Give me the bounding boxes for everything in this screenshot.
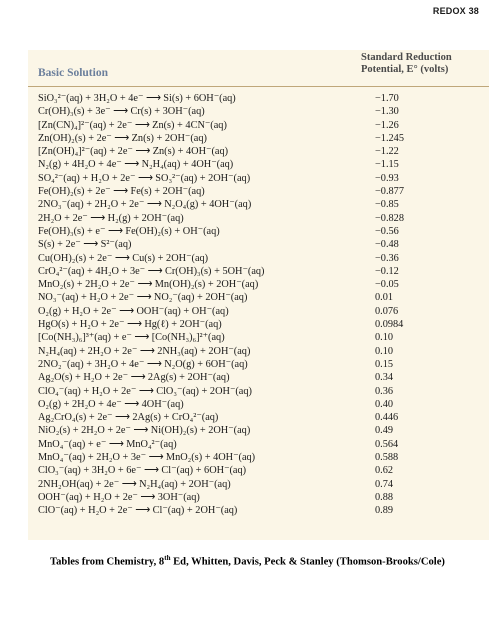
reduction-potential-value: −1.26 [375, 119, 399, 131]
table-row [28, 238, 489, 251]
reduction-potential-value: −0.56 [375, 225, 399, 237]
half-reaction-equation: MnO₂(s) + 2H₂O + 2e⁻ ⟶ Mn(OH)₂(s) + 2OH⁻(aq) [38, 279, 259, 291]
reduction-potential-value: 0.15 [375, 358, 394, 370]
reduction-potential-value: 0.36 [375, 385, 394, 397]
half-reaction-equation: Cu(OH)₂(s) + 2e⁻ ⟶ Cu(s) + 2OH⁻(aq) [38, 252, 209, 264]
table-row [28, 398, 489, 411]
half-reaction-equation: [Co(NH₃)₆]³⁺(aq) + e⁻ ⟶ [Co(NH₃)₆]²⁺(aq) [38, 332, 225, 344]
half-reaction-equation: NO₃⁻(aq) + H₂O + 2e⁻ ⟶ NO₂⁻(aq) + 2OH⁻(aq) [38, 292, 248, 304]
reduction-potential-value: −0.05 [375, 279, 399, 291]
table-row [28, 158, 489, 171]
reduction-potential-value: 0.10 [375, 345, 394, 357]
table-row [28, 132, 489, 145]
table-row [28, 478, 489, 491]
table-row [28, 438, 489, 451]
half-reaction-equation: Ag₂O(s) + H₂O + 2e⁻ ⟶ 2Ag(s) + 2OH⁻(aq) [38, 372, 230, 384]
table-row [28, 385, 489, 398]
half-reaction-equation: Cr(OH)₃(s) + 3e⁻ ⟶ Cr(s) + 3OH⁻(aq) [38, 106, 205, 118]
table-row [28, 504, 489, 517]
half-reaction-equation: Ag₂CrO₄(s) + 2e⁻ ⟶ 2Ag(s) + CrO₄²⁻(aq) [38, 412, 219, 424]
reduction-potential-value: −0.877 [375, 186, 404, 198]
half-reaction-equation: CrO₄²⁻(aq) + 4H₂O + 3e⁻ ⟶ Cr(OH)₃(s) + 5OH⁻(aq) [38, 265, 265, 277]
reduction-potential-value: −0.36 [375, 252, 399, 264]
reduction-potential-value: −0.93 [375, 172, 399, 184]
table-row [28, 345, 489, 358]
half-reaction-equation: [Zn(OH)₄]²⁻(aq) + 2e⁻ ⟶ Zn(s) + 4OH⁻(aq) [38, 146, 229, 158]
reduction-potential-value: 0.34 [375, 372, 394, 384]
table-row [28, 318, 489, 331]
page-header-label: REDOX 38 [432, 6, 479, 16]
half-reaction-equation: ClO₃⁻(aq) + 3H₂O + 6e⁻ ⟶ Cl⁻(aq) + 6OH⁻(aq) [38, 465, 247, 477]
reduction-potential-value: 0.88 [375, 491, 394, 503]
half-reaction-equation: O₂(g) + 2H₂O + 4e⁻ ⟶ 4OH⁻(aq) [38, 398, 184, 410]
reduction-potential-value: −1.70 [375, 93, 399, 104]
reduction-potential-value: −1.245 [375, 132, 404, 144]
reduction-potential-value: −0.48 [375, 239, 399, 251]
table-row [28, 358, 489, 371]
table-row [28, 305, 489, 318]
reduction-potential-value: −1.22 [375, 146, 399, 158]
half-reaction-equation: N₂(g) + 4H₂O + 4e⁻ ⟶ N₂H₄(aq) + 4OH⁻(aq) [38, 159, 234, 171]
half-reaction-equation: S(s) + 2e⁻ ⟶ S²⁻(aq) [38, 239, 132, 251]
table-row [28, 464, 489, 477]
table-row [28, 172, 489, 185]
reduction-potential-value: −0.828 [375, 212, 404, 224]
half-reaction-equation: ClO⁻(aq) + H₂O + 2e⁻ ⟶ Cl⁻(aq) + 2OH⁻(aq) [38, 505, 238, 517]
potential-column-header [361, 52, 481, 76]
half-reaction-equation: O₂(g) + H₂O + 2e⁻ ⟶ OOH⁻(aq) + OH⁻(aq) [38, 305, 229, 317]
caption-text-end: Ed, Whitten, Davis, Peck & Stanley (Thomson-Brooks/Cole) [170, 556, 445, 568]
potential-header-line1: Standard Reduction [361, 52, 452, 63]
reduction-potential-value: 0.10 [375, 332, 394, 344]
table-row [28, 92, 489, 105]
half-reaction-equation: Fe(OH)₃(s) + e⁻ ⟶ Fe(OH)₂(s) + OH⁻(aq) [38, 225, 220, 237]
reduction-potential-value: 0.588 [375, 452, 399, 464]
table-row [28, 278, 489, 291]
reduction-potential-value: 0.076 [375, 305, 399, 317]
half-reaction-equation: HgO(s) + H₂O + 2e⁻ ⟶ Hg(ℓ) + 2OH⁻(aq) [38, 319, 222, 331]
table-row [28, 291, 489, 304]
table-row [28, 424, 489, 437]
table-row [28, 225, 489, 238]
table-row [28, 212, 489, 225]
reduction-potential-value: −0.12 [375, 265, 399, 277]
table-body [28, 92, 489, 518]
half-reaction-equation: SO₄²⁻(aq) + H₂O + 2e⁻ ⟶ SO₃²⁻(aq) + 2OH⁻(aq) [38, 172, 251, 184]
reduction-potential-value: −1.30 [375, 106, 399, 118]
table-header [28, 50, 489, 87]
half-reaction-equation: 2NO₃⁻(aq) + 2H₂O + 2e⁻ ⟶ N₂O₄(g) + 4OH⁻(aq) [38, 199, 252, 211]
reduction-potential-value: 0.446 [375, 412, 399, 424]
reduction-potential-value: 0.0984 [375, 319, 404, 331]
reduction-potential-value: 0.74 [375, 478, 394, 490]
half-reaction-equation: ClO₄⁻(aq) + H₂O + 2e⁻ ⟶ ClO₃⁻(aq) + 2OH⁻(aq) [38, 385, 252, 397]
table-row [28, 119, 489, 132]
potential-header-line2: Potential, E° (volts) [361, 64, 449, 75]
table-row [28, 198, 489, 211]
half-reaction-equation: Zn(OH)₂(s) + 2e⁻ ⟶ Zn(s) + 2OH⁻(aq) [38, 132, 207, 144]
half-reaction-equation: 2NO₂⁻(aq) + 3H₂O + 4e⁻ ⟶ N₂O(g) + 6OH⁻(aq) [38, 358, 248, 370]
half-reaction-equation: N₂H₄(aq) + 2H₂O + 2e⁻ ⟶ 2NH₃(aq) + 2OH⁻(aq) [38, 345, 251, 357]
table-row [28, 265, 489, 278]
reduction-potential-value: 0.62 [375, 465, 394, 477]
reduction-potential-value: −0.85 [375, 199, 399, 211]
reduction-potential-table [28, 50, 489, 540]
reduction-potential-value: 0.49 [375, 425, 394, 437]
half-reaction-equation: 2H₂O + 2e⁻ ⟶ H₂(g) + 2OH⁻(aq) [38, 212, 184, 224]
half-reaction-equation: SiO₃²⁻(aq) + 3H₂O + 4e⁻ ⟶ Si(s) + 6OH⁻(aq) [38, 93, 236, 104]
table-row [28, 105, 489, 118]
half-reaction-equation: Fe(OH)₂(s) + 2e⁻ ⟶ Fe(s) + 2OH⁻(aq) [38, 186, 205, 198]
half-reaction-equation: MnO₄⁻(aq) + e⁻ ⟶ MnO₄²⁻(aq) [38, 438, 177, 450]
table-row [28, 411, 489, 424]
half-reaction-equation: OOH⁻(aq) + H₂O + 2e⁻ ⟶ 3OH⁻(aq) [38, 491, 200, 503]
table-title: Basic Solution [38, 67, 108, 79]
half-reaction-equation: 2NH₂OH(aq) + 2e⁻ ⟶ N₂H₄(aq) + 2OH⁻(aq) [38, 478, 231, 490]
caption-superscript: th [164, 554, 171, 562]
source-caption [0, 554, 495, 568]
reduction-potential-value: 0.40 [375, 398, 394, 410]
table-row [28, 451, 489, 464]
table-row [28, 185, 489, 198]
half-reaction-equation: [Zn(CN)₄]²⁻(aq) + 2e⁻ ⟶ Zn(s) + 4CN⁻(aq) [38, 119, 227, 131]
table-row [28, 371, 489, 384]
caption-text-start: Tables from Chemistry, 8 [50, 556, 165, 568]
table-row [28, 331, 489, 344]
reduction-potential-value: 0.01 [375, 292, 394, 304]
table-row [28, 491, 489, 504]
reduction-potential-value: 0.564 [375, 438, 399, 450]
reduction-potential-value: −1.15 [375, 159, 399, 171]
half-reaction-equation: MnO₄⁻(aq) + 2H₂O + 3e⁻ ⟶ MnO₂(s) + 4OH⁻(aq) [38, 452, 256, 464]
half-reaction-equation: NiO₂(s) + 2H₂O + 2e⁻ ⟶ Ni(OH)₂(s) + 2OH⁻(aq) [38, 425, 251, 437]
table-row [28, 145, 489, 158]
table-row [28, 252, 489, 265]
reduction-potential-value: 0.89 [375, 505, 394, 517]
